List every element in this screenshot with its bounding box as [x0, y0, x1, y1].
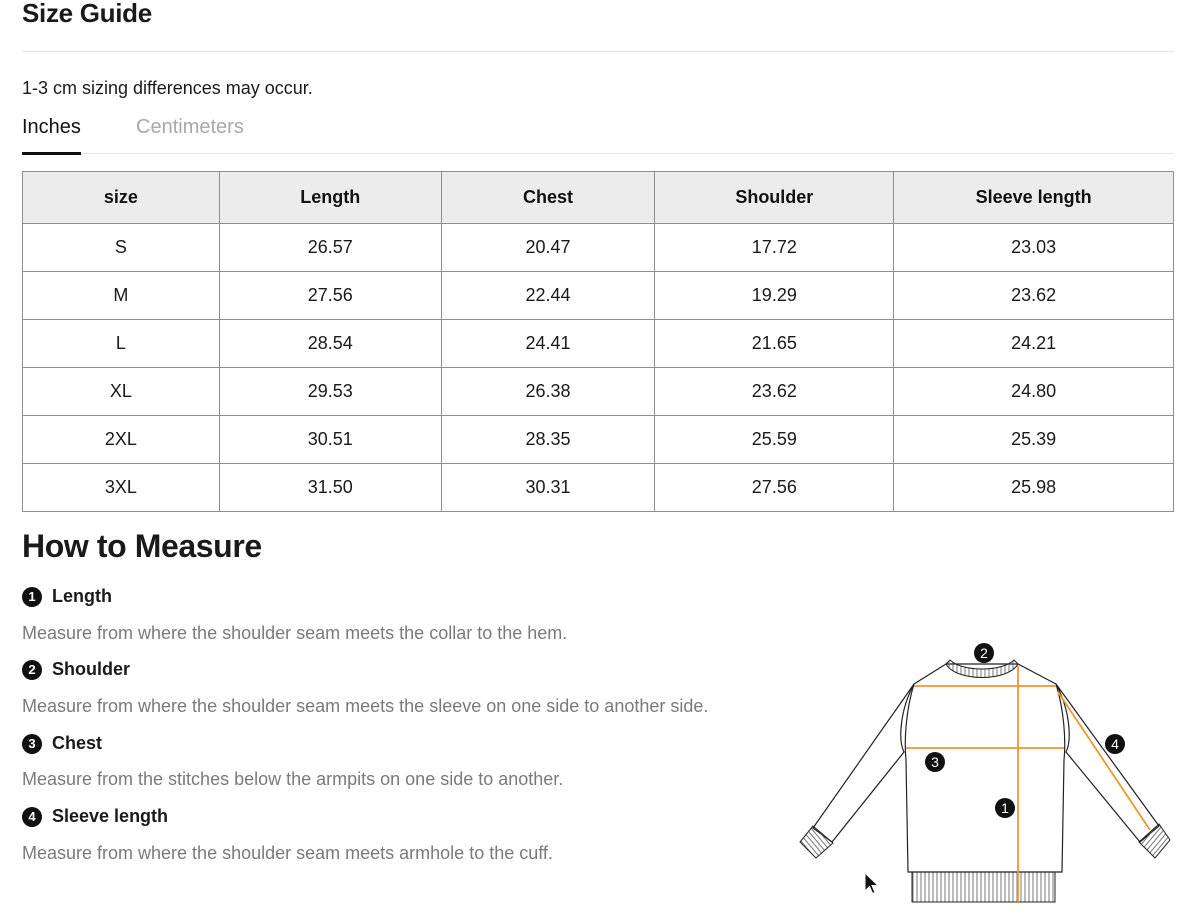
sleeve-measure-line — [1058, 692, 1150, 830]
svg-text:4: 4 — [1111, 736, 1119, 752]
column-header-size: size — [23, 172, 220, 224]
marker-3-icon — [925, 752, 945, 772]
step-description: Measure from the stitches below the armpits on one side to another. — [22, 769, 564, 789]
left-sleeve — [813, 684, 914, 842]
column-header-shoulder: Shoulder — [655, 172, 894, 224]
cell-shoulder: 23.62 — [655, 368, 894, 416]
table-row — [23, 272, 1174, 320]
column-header-chest: Chest — [441, 172, 655, 224]
table-row — [23, 368, 1174, 416]
page-title: Size Guide — [22, 0, 152, 28]
tab-inches[interactable]: Inches — [22, 116, 81, 154]
cell-shoulder: 25.59 — [655, 416, 894, 464]
cell-sleeve-length: 25.98 — [894, 464, 1174, 512]
table-row — [23, 464, 1174, 512]
table-row — [23, 224, 1174, 272]
cell-sleeve-length: 24.80 — [894, 368, 1174, 416]
cell-size: L — [23, 320, 220, 368]
measure-step-length — [22, 586, 112, 607]
number-1-icon: 1 — [22, 587, 42, 607]
measure-step-shoulder — [22, 659, 130, 680]
cell-size: XL — [23, 368, 220, 416]
table-row — [23, 320, 1174, 368]
svg-text:3: 3 — [931, 754, 939, 770]
number-4-icon: 4 — [22, 807, 42, 827]
hem — [912, 872, 1055, 902]
cell-chest: 28.35 — [441, 416, 655, 464]
marker-2-icon — [974, 643, 994, 663]
svg-text:1: 1 — [1001, 800, 1009, 816]
cell-shoulder: 17.72 — [655, 224, 894, 272]
step-description: Measure from where the shoulder seam meets the collar to the hem. — [22, 623, 568, 643]
cell-sleeve-length: 23.03 — [894, 224, 1174, 272]
cell-size: 2XL — [23, 416, 220, 464]
column-header-sleeve-length: Sleeve length — [894, 172, 1174, 224]
cell-length: 29.53 — [219, 368, 441, 416]
cell-length: 31.50 — [219, 464, 441, 512]
step-label: Shoulder — [52, 659, 131, 679]
cell-length: 30.51 — [219, 416, 441, 464]
title-divider — [22, 51, 1174, 52]
cell-length: 28.54 — [219, 320, 441, 368]
step-label: Sleeve length — [52, 806, 169, 826]
column-header-length: Length — [219, 172, 441, 224]
marker-4-icon — [1105, 734, 1125, 754]
cell-sleeve-length: 24.21 — [894, 320, 1174, 368]
cell-length: 26.57 — [219, 224, 441, 272]
cell-size: S — [23, 224, 220, 272]
cell-size: 3XL — [23, 464, 220, 512]
sweater-diagram — [795, 640, 1175, 910]
measure-step-sleeve-length — [22, 806, 168, 827]
cell-sleeve-length: 25.39 — [894, 416, 1174, 464]
unit-tabs — [22, 116, 1174, 154]
cell-shoulder: 27.56 — [655, 464, 894, 512]
svg-text:2: 2 — [980, 645, 988, 661]
marker-1-icon — [995, 798, 1015, 818]
cell-chest: 26.38 — [441, 368, 655, 416]
tab-centimeters[interactable]: Centimeters — [136, 116, 244, 138]
sizing-note: 1-3 cm sizing differences may occur. — [22, 78, 313, 98]
cell-chest: 20.47 — [441, 224, 655, 272]
step-label: Length — [52, 586, 112, 606]
cell-shoulder: 19.29 — [655, 272, 894, 320]
table-row — [23, 416, 1174, 464]
cell-chest: 22.44 — [441, 272, 655, 320]
measure-step-chest — [22, 733, 102, 754]
how-to-measure-title: How to Measure — [22, 528, 262, 564]
step-description: Measure from where the shoulder seam meets the sleeve on one side to another side. — [22, 696, 709, 716]
size-table — [22, 171, 1174, 512]
mouse-cursor-icon — [864, 872, 880, 896]
cell-size: M — [23, 272, 220, 320]
table-header-row — [23, 172, 1174, 224]
cell-length: 27.56 — [219, 272, 441, 320]
number-3-icon: 3 — [22, 734, 42, 754]
right-sleeve — [1056, 684, 1159, 842]
cell-chest: 30.31 — [441, 464, 655, 512]
number-2-icon: 2 — [22, 660, 42, 680]
step-label: Chest — [52, 733, 103, 753]
cell-sleeve-length: 23.62 — [894, 272, 1174, 320]
cell-shoulder: 21.65 — [655, 320, 894, 368]
step-description: Measure from where the shoulder seam meets armhole to the cuff. — [22, 843, 553, 863]
cell-chest: 24.41 — [441, 320, 655, 368]
